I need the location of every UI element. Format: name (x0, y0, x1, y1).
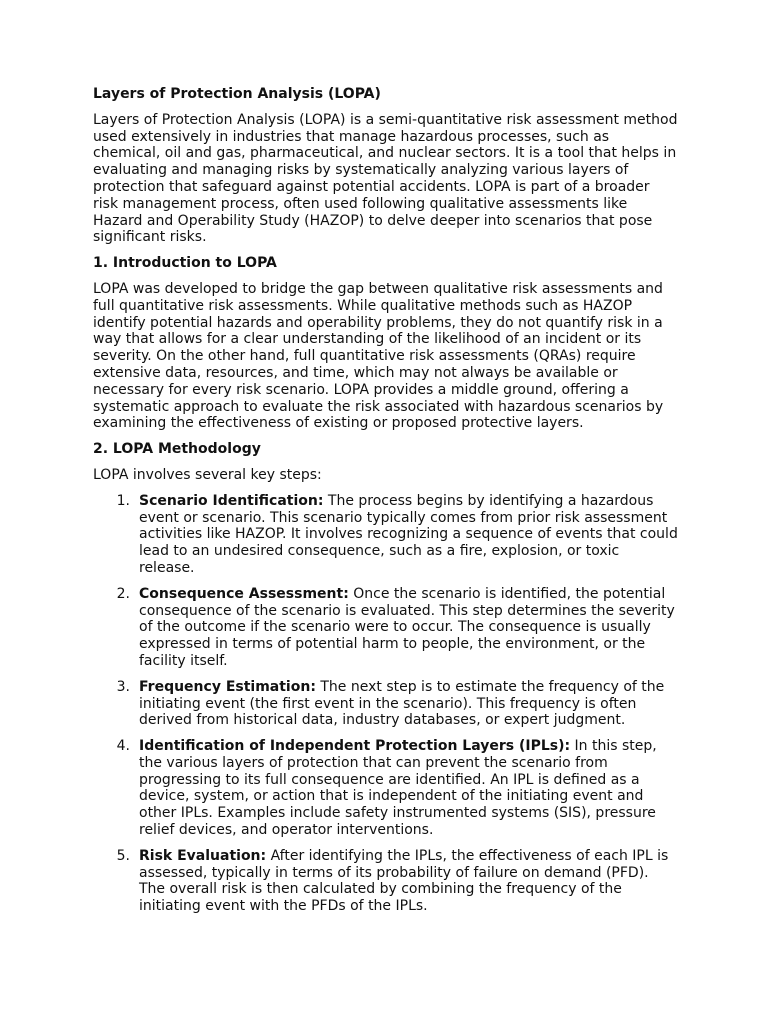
list-item-text: The next step is to estimate the frequency of the initiating event (the first event in the scenario). This frequency is often derived from historical data, industry databases, or expert judgment. (139, 678, 665, 729)
section-heading-introduction: 1. Introduction to LOPA (93, 255, 277, 272)
list-item-text: Once the scenario is identified, the potential consequence of the scenario is evaluated. This step determines the severity of the outcome if the scenario were to occur. The consequence is usually expressed in terms of potential harm to people, the environment, or the facility itself. (139, 585, 675, 669)
list-item-text: The process begins by identifying a hazardous event or scenario. This scenario typically comes from prior risk assessment activities like HAZOP. It involves recognizing a sequence of events that could lead to an undesired consequence, such as a fire, explosion, or toxic release. (139, 492, 678, 576)
list-item-term: Scenario Identification: (139, 492, 324, 509)
list-item (93, 493, 678, 577)
list-item-number: 5. (116, 847, 130, 864)
methodology-steps-list (93, 493, 678, 915)
list-item-term: Identification of Independent Protection Layers (IPLs): (139, 738, 571, 755)
list-item-number: 3. (116, 678, 130, 695)
section-heading-methodology: 2. LOPA Methodology (93, 441, 261, 458)
methodology-lead: LOPA involves several key steps: (93, 466, 322, 483)
list-item (93, 848, 678, 915)
list-item-term: Risk Evaluation: (139, 847, 267, 864)
list-item-number: 4. (116, 738, 130, 755)
introduction-paragraph: LOPA was developed to bridge the gap between qualitative risk assessments and full quantitative risk assessments. While qualitative methods such as HAZOP identify potential hazards and operability problems, they do not quantify risk in a way that allows for a clear understanding of the likelihood of an incident or its severity. On the other hand, full quantitative risk assessments (QRAs) require extensive data, resources, and time, which may not always be available or necessary for every risk scenario. LOPA provides a middle ground, offering a systematic approach to evaluate the risk associated with hazardous scenarios by examining the effectiveness of existing or proposed protective layers. (93, 280, 664, 432)
document-title: Layers of Protection Analysis (LOPA) (93, 86, 381, 102)
list-item-term: Frequency Estimation: (139, 678, 316, 695)
list-item-term: Consequence Assessment: (139, 585, 349, 602)
document-page (93, 86, 678, 924)
list-item-number: 1. (116, 492, 130, 509)
list-item (93, 586, 678, 670)
list-item (93, 738, 678, 839)
list-item (93, 679, 678, 729)
list-item-text: In this step, the various layers of protection that can prevent the scenario from progressing to its full consequence are identified. An IPL is defined as a device, system, or action that is independent of the initiating event and other IPLs. Examples include safety instrumented systems (SIS), pressure relief devices, and operator interventions. (139, 738, 657, 839)
intro-paragraph: Layers of Protection Analysis (LOPA) is a semi-quantitative risk assessment method used extensively in industries that manage hazardous processes, such as chemical, oil and gas, pharmaceutical, and nuclear sectors. It is a tool that helps in evaluating and managing risks by systematically analyzing various layers of protection that safeguard against potential accidents. LOPA is part of a broader risk management process, often used following qualitative assessments like Hazard and Operability Study (HAZOP) to delve deeper into scenarios that pose significant risks. (93, 111, 678, 246)
list-item-number: 2. (116, 585, 130, 602)
list-item-text: After identifying the IPLs, the effectiveness of each IPL is assessed, typically in terms of its probability of failure on demand (PFD). The overall risk is then calculated by combining the frequency of the initiating event with the PFDs of the IPLs. (139, 847, 669, 915)
